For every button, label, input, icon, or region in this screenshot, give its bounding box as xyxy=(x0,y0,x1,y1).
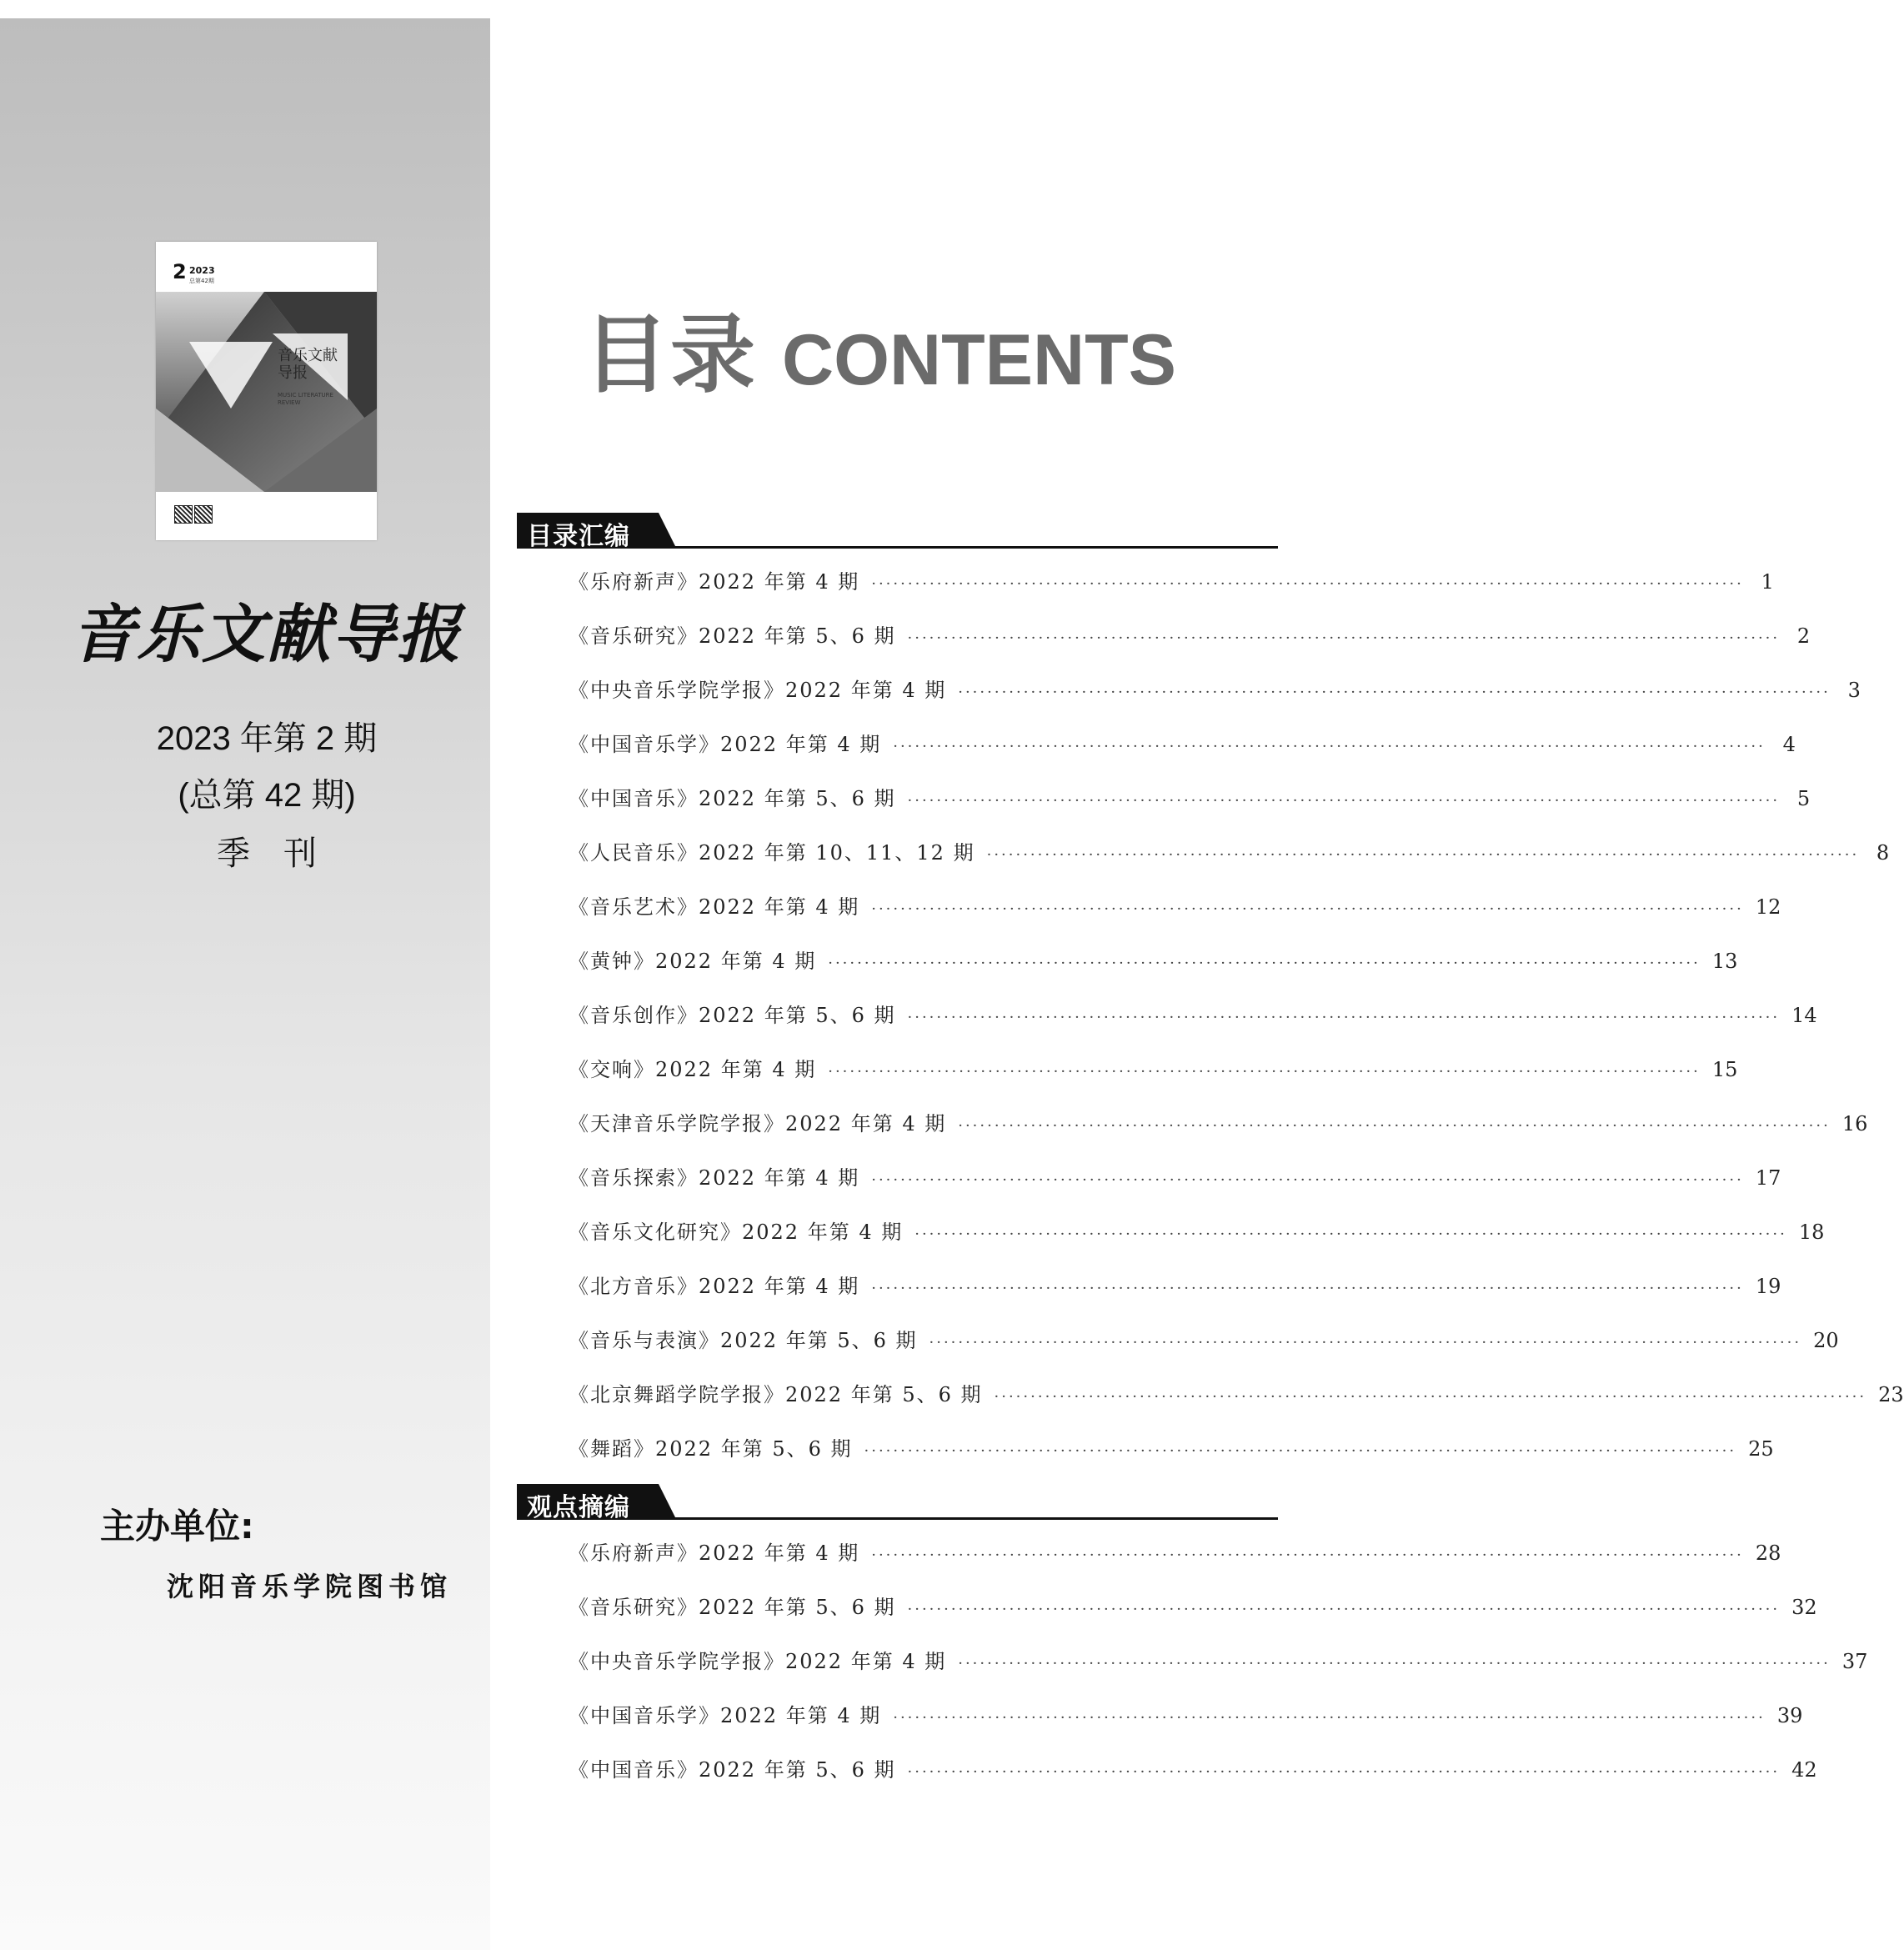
toc-entry[interactable] xyxy=(517,1591,1817,1645)
toc-section xyxy=(517,513,1904,1486)
dot-leader: ························································································································ xyxy=(893,1709,1766,1727)
toc-entry-page: 28 xyxy=(1755,1541,1781,1565)
toc-entry[interactable] xyxy=(517,1324,1839,1378)
toc-entry[interactable] xyxy=(517,782,1811,836)
toc-entry-title: 《人民音乐》2022 年第 10、11、12 期 xyxy=(569,841,975,865)
dot-leader: ························································································································ xyxy=(893,738,1766,755)
toc-entry-page: 1 xyxy=(1761,570,1774,594)
toc-entry-page: 39 xyxy=(1776,1704,1803,1727)
toc-section xyxy=(517,1484,1868,1807)
toc-entry-title: 《北方音乐》2022 年第 4 期 xyxy=(569,1275,860,1298)
dot-leader: ························································································································ xyxy=(864,1442,1737,1460)
cover-english-title: MUSIC LITERATURE REVIEW xyxy=(278,392,333,406)
toc-entry[interactable] xyxy=(517,1699,1803,1753)
dot-leader: ························································································································ xyxy=(907,629,1781,647)
toc-entry-page: 37 xyxy=(1841,1650,1868,1673)
toc-entry-title: 《音乐文化研究》2022 年第 4 期 xyxy=(569,1221,904,1244)
toc-entry-page: 13 xyxy=(1711,950,1738,973)
dot-leader: ························································································································ xyxy=(958,1655,1831,1672)
journal-frequency: 季 刊 xyxy=(217,835,317,872)
toc-entry[interactable] xyxy=(517,674,1861,728)
toc-list xyxy=(517,565,1904,1486)
toc-entry[interactable] xyxy=(517,1270,1781,1324)
toc-entry-title: 《舞蹈》2022 年第 5、6 期 xyxy=(569,1437,853,1461)
toc-entry[interactable] xyxy=(517,1432,1774,1486)
section-title: 观点摘编 xyxy=(527,1493,630,1522)
toc-entry-title: 《音乐艺术》2022 年第 4 期 xyxy=(569,895,860,919)
toc-entry-page: 16 xyxy=(1841,1112,1868,1135)
dot-leader: ························································································································ xyxy=(914,1226,1787,1243)
qr-code-icon xyxy=(174,505,193,524)
dot-leader: ························································································································ xyxy=(958,1117,1831,1135)
dot-leader: ························································································································ xyxy=(994,1388,1867,1406)
toc-entry-page: 17 xyxy=(1755,1166,1781,1190)
cover-issue-number: 2 xyxy=(173,260,187,283)
toc-entry-title: 《北京舞蹈学院学报》2022 年第 5、6 期 xyxy=(569,1383,983,1406)
toc-entry-title: 《天津音乐学院学报》2022 年第 4 期 xyxy=(569,1112,947,1135)
cover-title: 音乐文献导报 xyxy=(278,347,338,382)
toc-entry-title: 《乐府新声》2022 年第 4 期 xyxy=(569,570,860,594)
dot-leader: ························································································································ xyxy=(907,1763,1781,1781)
toc-entry[interactable] xyxy=(517,945,1738,999)
toc-entry-page: 12 xyxy=(1755,895,1781,919)
toc-entry-page: 19 xyxy=(1755,1275,1781,1298)
toc-entry[interactable] xyxy=(517,999,1817,1053)
section-header xyxy=(517,513,1278,549)
section-header xyxy=(517,1484,1278,1520)
toc-entry-title: 《音乐探索》2022 年第 4 期 xyxy=(569,1166,860,1190)
dot-leader: ························································································································ xyxy=(907,1009,1781,1026)
sponsor-label: 主办单位: xyxy=(100,1506,254,1546)
dot-leader: ························································································································ xyxy=(871,900,1744,918)
cover-artwork xyxy=(156,242,377,540)
sponsor-name: 沈阳音乐学院图书馆 xyxy=(167,1571,453,1602)
cover-thumbnail xyxy=(156,242,377,540)
toc-entry[interactable] xyxy=(517,1645,1868,1699)
dot-leader: ························································································································ xyxy=(871,1546,1744,1564)
toc-entry[interactable] xyxy=(517,565,1774,619)
page-title-zh: 目录 xyxy=(584,306,757,405)
dot-leader: ························································································································ xyxy=(907,792,1781,810)
sidebar xyxy=(0,18,490,1950)
toc-entry-page: 20 xyxy=(1813,1329,1839,1352)
toc-entry[interactable] xyxy=(517,1161,1781,1216)
toc-entry-title: 《黄钟》2022 年第 4 期 xyxy=(569,950,817,973)
dot-leader: ························································································································ xyxy=(828,1063,1701,1080)
toc-entry[interactable] xyxy=(517,1753,1817,1807)
page-title xyxy=(584,288,1176,409)
dot-leader: ························································································································ xyxy=(958,684,1831,701)
toc-entry-page: 32 xyxy=(1791,1596,1817,1619)
toc-entry[interactable] xyxy=(517,836,1890,890)
toc-entry-title: 《中央音乐学院学报》2022 年第 4 期 xyxy=(569,679,947,702)
toc-entry-title: 《交响》2022 年第 4 期 xyxy=(569,1058,817,1081)
toc-entry[interactable] xyxy=(517,1053,1738,1107)
dot-leader: ························································································································ xyxy=(986,846,1860,864)
qr-code-icon xyxy=(194,505,213,524)
toc-entry-page: 5 xyxy=(1796,787,1811,810)
cover-issue-total: 总第42期 xyxy=(189,278,214,284)
dot-leader: ························································································································ xyxy=(871,1171,1744,1189)
toc-list xyxy=(517,1536,1868,1807)
toc-entry-title: 《音乐研究》2022 年第 5、6 期 xyxy=(569,1596,896,1619)
journal-total-issue: (总第 42 期) xyxy=(178,777,356,814)
toc-entry-page: 3 xyxy=(1847,679,1861,702)
toc-entry[interactable] xyxy=(517,1107,1868,1161)
cover-issue-year: 2023 xyxy=(189,265,215,276)
toc-entry[interactable] xyxy=(517,890,1781,945)
toc-entry-page: 4 xyxy=(1782,733,1796,756)
toc-entry-page: 15 xyxy=(1711,1058,1738,1081)
toc-entry[interactable] xyxy=(517,728,1796,782)
toc-entry-page: 14 xyxy=(1791,1004,1817,1027)
toc-entry-title: 《音乐创作》2022 年第 5、6 期 xyxy=(569,1004,896,1027)
dot-leader: ························································································································ xyxy=(828,955,1701,972)
toc-entry-title: 《中国音乐》2022 年第 5、6 期 xyxy=(569,1758,896,1782)
journal-issue: 2023 年第 2 期 xyxy=(156,720,378,757)
section-title: 目录汇编 xyxy=(527,522,630,551)
dot-leader: ························································································································ xyxy=(871,575,1744,593)
toc-entry-page: 42 xyxy=(1791,1758,1817,1782)
toc-entry-title: 《中国音乐》2022 年第 5、6 期 xyxy=(569,787,896,810)
toc-entry-title: 《中国音乐学》2022 年第 4 期 xyxy=(569,733,882,756)
toc-entry-page: 25 xyxy=(1748,1437,1774,1461)
toc-entry-title: 《中央音乐学院学报》2022 年第 4 期 xyxy=(569,1650,947,1673)
toc-entry-title: 《中国音乐学》2022 年第 4 期 xyxy=(569,1704,882,1727)
journal-name: 音乐文献导报 xyxy=(72,597,462,671)
dot-leader: ························································································································ xyxy=(929,1334,1802,1351)
toc-entry[interactable] xyxy=(517,1536,1781,1591)
page-title-en: CONTENTS xyxy=(782,320,1176,400)
toc-entry-title: 《音乐与表演》2022 年第 5、6 期 xyxy=(569,1329,918,1352)
dot-leader: ························································································································ xyxy=(907,1601,1781,1618)
toc-entry[interactable] xyxy=(517,1378,1904,1432)
toc-entry-page: 8 xyxy=(1876,841,1890,865)
dot-leader: ························································································································ xyxy=(871,1280,1744,1297)
toc-entry-page: 2 xyxy=(1796,624,1811,648)
toc-entry-title: 《乐府新声》2022 年第 4 期 xyxy=(569,1541,860,1565)
toc-entry[interactable] xyxy=(517,1216,1825,1270)
toc-entry-page: 23 xyxy=(1878,1383,1904,1406)
toc-entry-title: 《音乐研究》2022 年第 5、6 期 xyxy=(569,624,896,648)
toc-entry[interactable] xyxy=(517,619,1811,674)
toc-entry-page: 18 xyxy=(1798,1221,1825,1244)
